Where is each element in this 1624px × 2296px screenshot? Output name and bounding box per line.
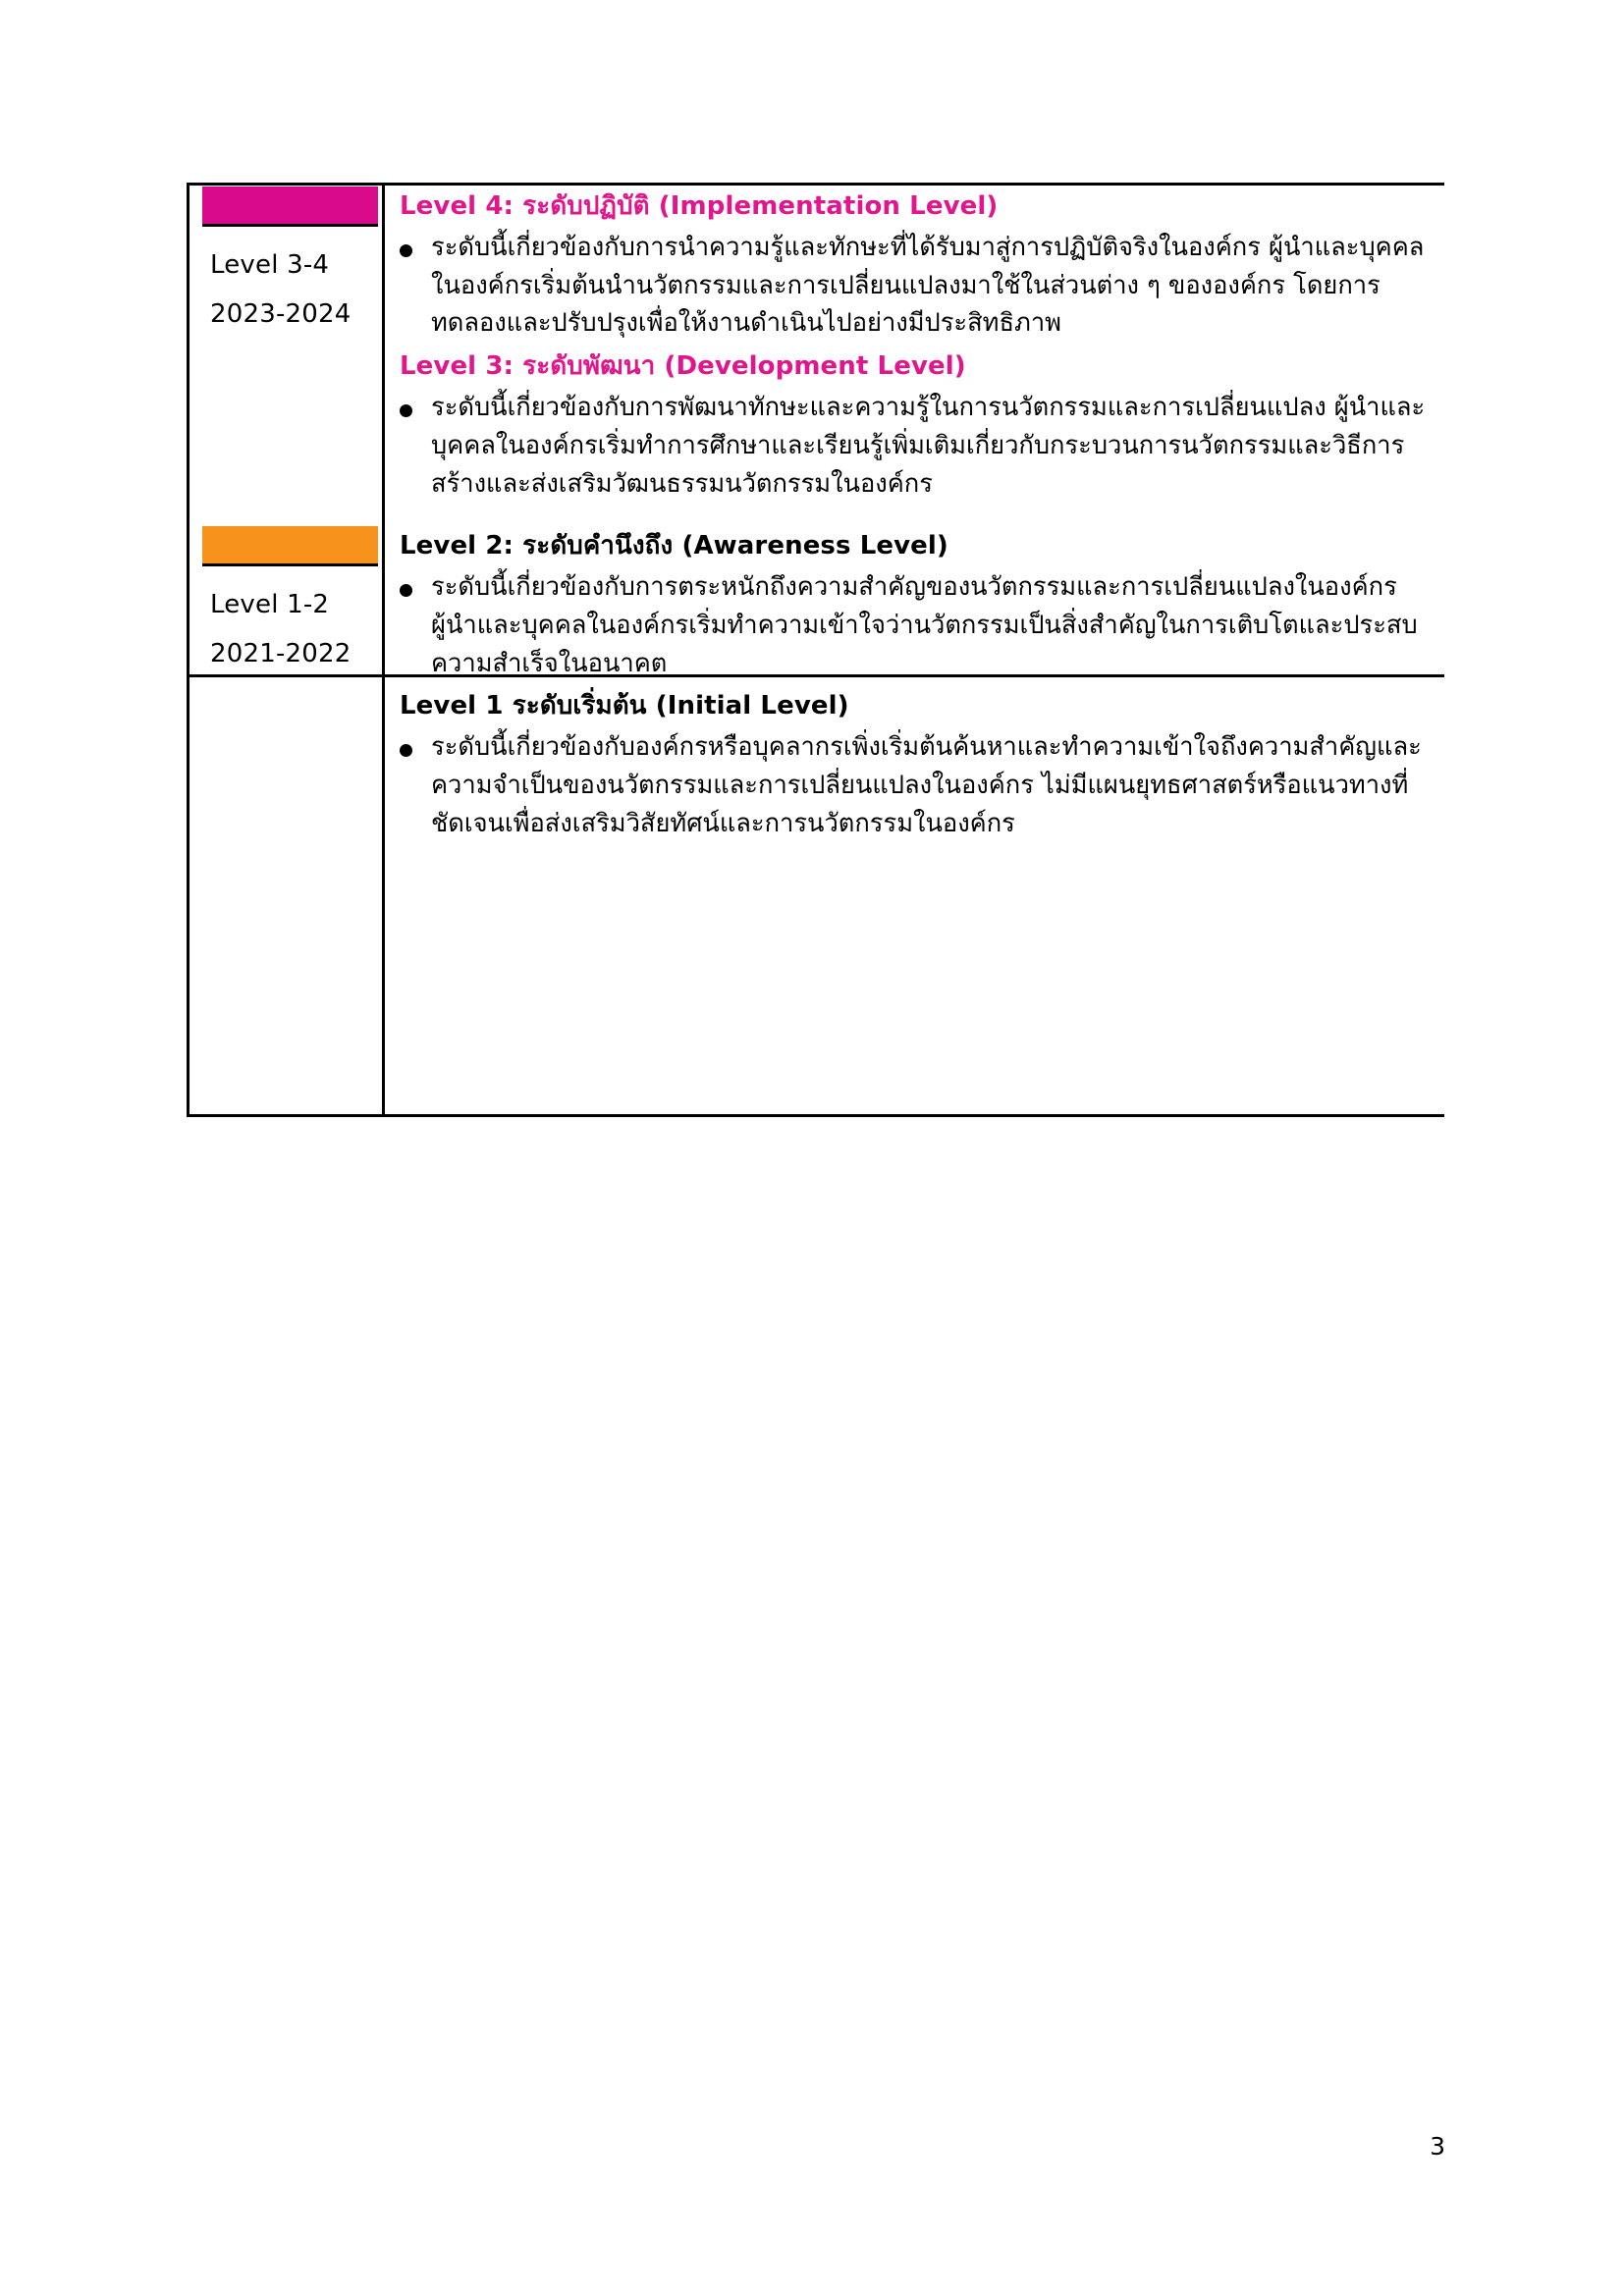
list-item — [400, 568, 1429, 682]
table-bottom-border — [187, 1114, 1444, 1117]
level-range-label: Level 1-2 — [210, 590, 330, 620]
bullet-dot-icon — [400, 229, 431, 262]
level-description-cell-lower — [386, 522, 1444, 862]
level-4-description: ระดับนี้เกี่ยวข้องกับการนำความรู้และทักษะที่ได้รับมาสู่การปฏิบัติจริงในองค์กร ผู้นำและบุคคลในองค์กรเริ่มต้นนำนวัตกรรมและการเปลี่ยนแปลงมาใช้ในส่วนต่าง ๆ ขององค์กร โดยการทดลองและปรับปรุงเพื่อให้งานดำเนินไปอย่างมีประสิทธิภาพ — [431, 232, 1425, 339]
level-2-heading: Level 2: ระดับคำนึงถึง (Awareness Level) — [400, 531, 948, 561]
list-item — [400, 229, 1429, 343]
level-1-heading: Level 1 ระดับเริ่มต้น (Initial Level) — [400, 691, 849, 721]
list-item — [400, 728, 1429, 842]
orange-color-swatch — [202, 526, 378, 566]
maturity-levels-table — [187, 183, 1444, 863]
level-1-description: ระดับนี้เกี่ยวข้องกับองค์กรหรือบุคลากรเพิ่งเริ่มต้นค้นหาและทำความเข้าใจถึงความสำคัญและความจำเป็นของนวัตกรรมและการเปลี่ยนแปลงในองค์กร ไม่มีแผนยุทธศาสตร์หรือแนวทางที่ชัดเจนเพื่อส่งเสริมวิสัยทัศน์และการนวัตกรรมในองค์กร — [431, 732, 1422, 838]
page-number: 3 — [1430, 2132, 1445, 2161]
bullet-dot-icon — [400, 568, 431, 602]
bullet-dot-icon — [400, 728, 431, 762]
level-2-description: ระดับนี้เกี่ยวข้องกับการตระหนักถึงความสำคัญของนวัตกรรมและการเปลี่ยนแปลงในองค์กร ผู้นำและบุคคลในองค์กรเริ่มทำความเข้าใจว่านวัตกรรมเป็นสิ่งสำคัญในการเติบโตและประสบความสำเร็จในอนาคต — [431, 572, 1418, 678]
level-range-cell-upper — [187, 183, 386, 522]
year-range-label: 2021-2022 — [210, 639, 352, 669]
list-item — [400, 389, 1429, 503]
magenta-color-swatch — [202, 187, 378, 227]
level-4-heading: Level 4: ระดับปฏิบัติ (Implementation Level) — [400, 191, 999, 221]
year-range-label: 2023-2024 — [210, 299, 352, 329]
table-row — [187, 522, 1444, 862]
level-description-cell-upper — [386, 183, 1444, 522]
level-range-cell-lower — [187, 522, 386, 862]
level-range-label: Level 3-4 — [210, 250, 330, 280]
level-3-heading: Level 3: ระดับพัฒนา (Development Level) — [400, 351, 966, 382]
bullet-dot-icon — [400, 389, 431, 422]
level-3-description: ระดับนี้เกี่ยวข้องกับการพัฒนาทักษะและความรู้ในการนวัตกรรมและการเปลี่ยนแปลง ผู้นำและบุคคลในองค์กรเริ่มทำการศึกษาและเรียนรู้เพิ่มเติมเกี่ยวกับกระบวนการนวัตกรรมและวิธีการสร้างและส่งเสริมวัฒนธรรมนวัตกรรมในองค์กร — [431, 393, 1426, 499]
table-row — [187, 183, 1444, 522]
